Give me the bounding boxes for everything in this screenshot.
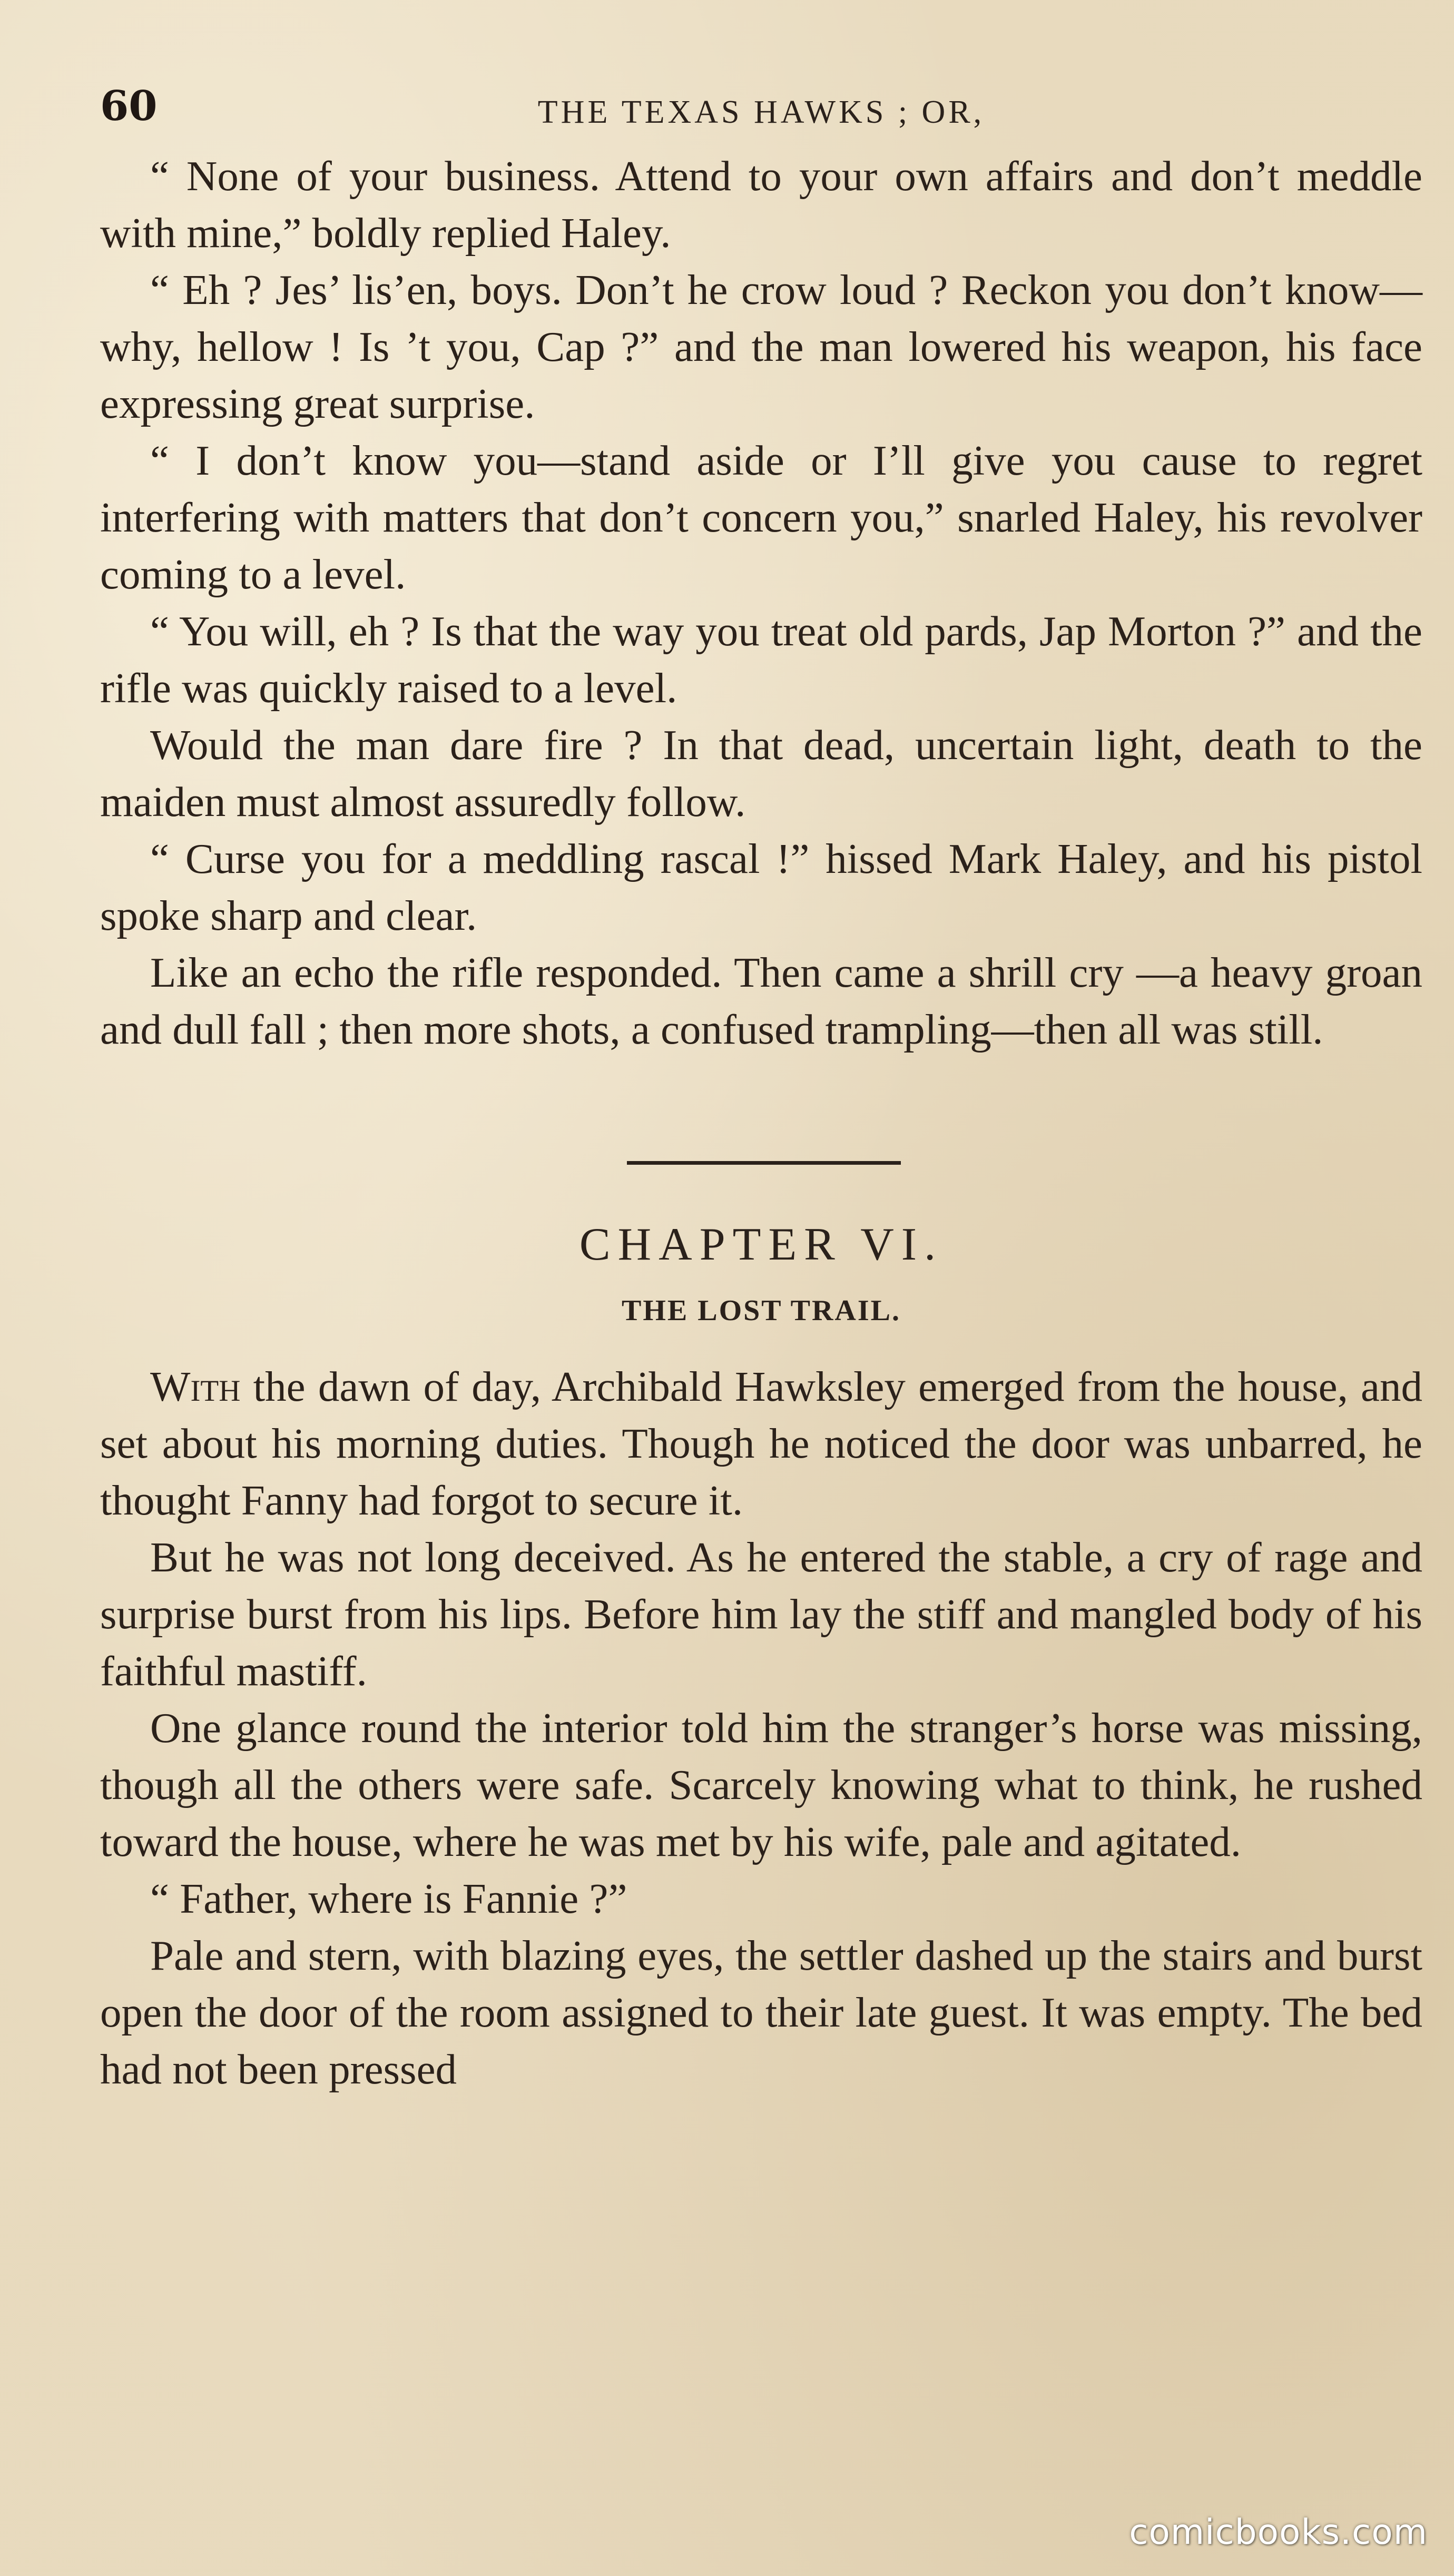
paragraph: “ None of your business. Attend to your own affairs and don’t meddle with mine,” boldly replied Haley. — [100, 152, 1422, 257]
section-divider — [100, 1058, 1422, 1205]
drop-word: With — [150, 1363, 241, 1410]
paragraph: “ Eh ? Jes’ lis’en, boys. Don’t he crow loud ? Reckon you don’t know—why, hellow ! Is ’t you, Cap ?” and the man lowered his weapon, his face expressing great surprise. — [100, 266, 1422, 427]
chapter-subtitle: THE LOST TRAIL. — [621, 1294, 901, 1327]
running-head — [100, 79, 1422, 148]
paragraph: “ You will, eh ? Is that the way you treat old pards, Jap Morton ?” and the rifle was quickly raised to a level. — [100, 607, 1422, 712]
paragraph: “ Curse you for a meddling rascal !” hissed Mark Haley, and his pistol spoke sharp and clear. — [100, 835, 1422, 939]
paragraph: “ I don’t know you—stand aside or I’ll give you cause to regret interfering with matters that don’t concern you,” snarled Haley, his revolver coming to a level. — [100, 437, 1422, 598]
running-title: THE TEXAS HAWKS ; OR, — [537, 94, 985, 130]
paragraph-text: the dawn of day, Archibald Hawksley emerged from the house, and set about his morning duties. Though he noticed the door was unbarred, he thought Fanny had forgot to secure it. — [100, 1363, 1422, 1524]
paragraph: Like an echo the rifle responded. Then came a shrill cry —a heavy groan and dull fall ; then more shots, a confused trampling—then all was still. — [100, 949, 1422, 1053]
paragraph: One glance round the interior told him the stranger’s horse was missing, though all the others were safe. Scarcely knowing what to think, he rushed toward the house, where he was met by his wife, pale and agitated. — [100, 1704, 1422, 1865]
paragraph: But he was not long deceived. As he entered the stable, a cry of rage and surprise burst from his lips. Before him lay the stiff and mangled body of his faithful mastiff. — [100, 1533, 1422, 1695]
paragraph: Pale and stern, with blazing eyes, the settler dashed up the stairs and burst open the door of the room assigned to their late guest. It was empty. The bed had not been pressed — [100, 1932, 1422, 2093]
paragraph: “ Father, where is Fannie ?” — [150, 1875, 627, 1922]
watermark: comicbooks.com — [1129, 2512, 1428, 2552]
chapter-title: CHAPTER VI. — [579, 1219, 944, 1270]
divider-rule — [627, 1161, 901, 1165]
paragraph — [100, 1358, 1422, 1529]
page-number: 60 — [100, 82, 158, 130]
book-page — [100, 79, 1422, 2502]
paragraph: Would the man dare fire ? In that dead, uncertain light, death to the maiden must almost assuredly follow. — [100, 721, 1422, 825]
